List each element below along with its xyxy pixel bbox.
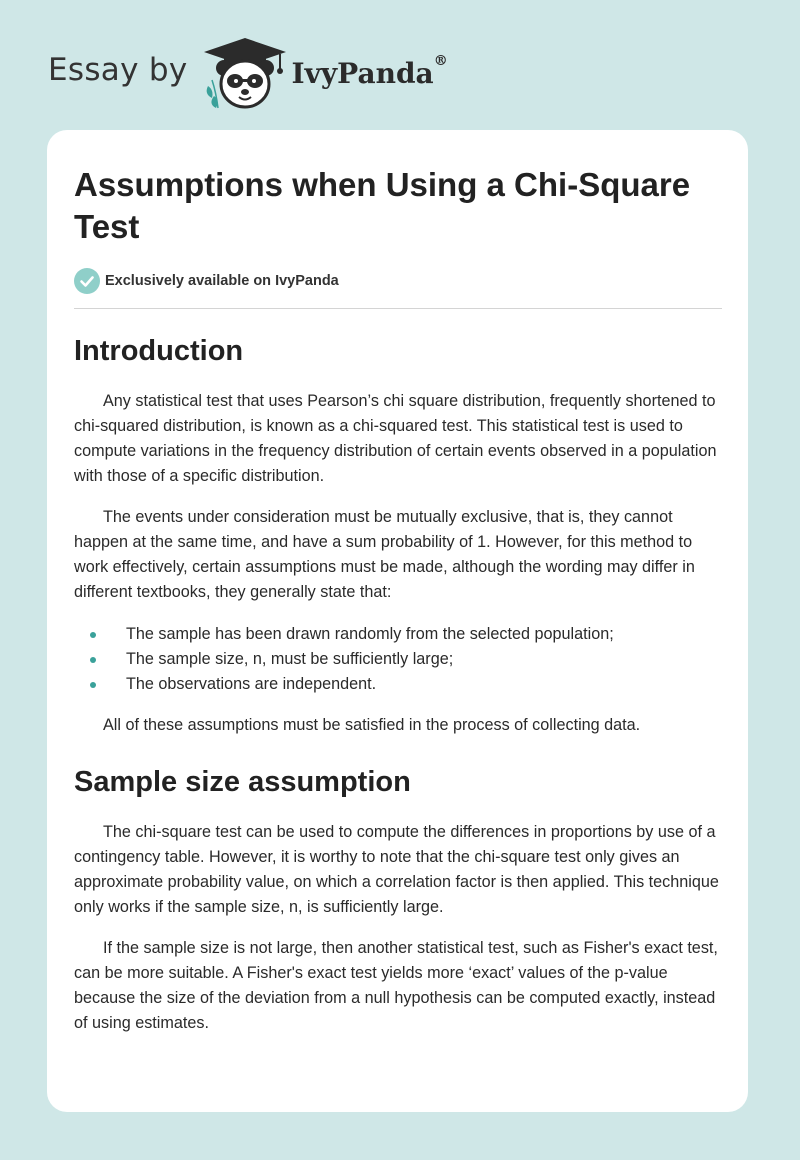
paragraph: All of these assumptions must be satisfied in the process of collecting data. — [103, 716, 641, 734]
list-item-text: The observations are independent. — [126, 675, 377, 693]
brand-prefix: Essay by — [48, 52, 188, 88]
paragraph: The chi-square test can be used to compute the differences in proportions by use of a contingency table. However, it is worthy to note that the chi-square test only gives an approximate probability value, on which a correlation factor is then applied. This technique only works if the sample size, n, is sufficiently large. — [74, 823, 719, 916]
exclusive-badge — [74, 267, 722, 295]
assumptions-list — [74, 622, 722, 697]
paragraph: The events under consideration must be mutually exclusive, that is, they cannot happen at the same time, and have a sum probability of 1. However, for this method to work effectively, certain assumptions must be made, although the wording may differ in different textbooks, they generally state that: — [74, 508, 695, 601]
exclusive-badge-text: Exclusively available on IvyPanda — [105, 273, 339, 289]
brand-header — [48, 36, 448, 112]
bullet-icon — [90, 682, 96, 688]
article-card — [47, 130, 748, 1112]
panda-logo-icon[interactable] — [202, 36, 288, 112]
section-heading: Sample size assumption — [74, 766, 411, 798]
paragraph: If the sample size is not large, then another statistical test, such as Fisher's exact test, can be more suitable. A Fisher's exact test yields more ‘exact’ values of the p-value because the size of the deviation from a null hypothesis can be computed exactly, instead of using estimates. — [74, 939, 718, 1032]
title-divider — [74, 308, 722, 309]
section-introduction — [74, 333, 722, 738]
list-item — [74, 672, 722, 697]
list-item-text: The sample size, n, must be sufficiently large; — [126, 650, 454, 668]
brand-name: IvyPanda® — [291, 52, 448, 90]
section-heading: Introduction — [74, 335, 244, 367]
list-item — [74, 647, 722, 672]
list-item — [74, 622, 722, 647]
bullet-icon — [90, 657, 96, 663]
list-item-text: The sample has been drawn randomly from the selected population; — [126, 625, 614, 643]
article-title: Assumptions when Using a Chi-Square Test — [74, 166, 691, 245]
bullet-icon — [90, 632, 96, 638]
section-sample-size — [74, 764, 722, 1036]
paragraph: Any statistical test that uses Pearson’s chi square distribution, frequently shortened to chi-squared distribution, is known as a chi-squared test. This statistical test is used to compute variations in the frequency distribution of certain events observed in a population with those of a specific distribution. — [74, 392, 717, 485]
check-badge-icon — [74, 268, 100, 294]
